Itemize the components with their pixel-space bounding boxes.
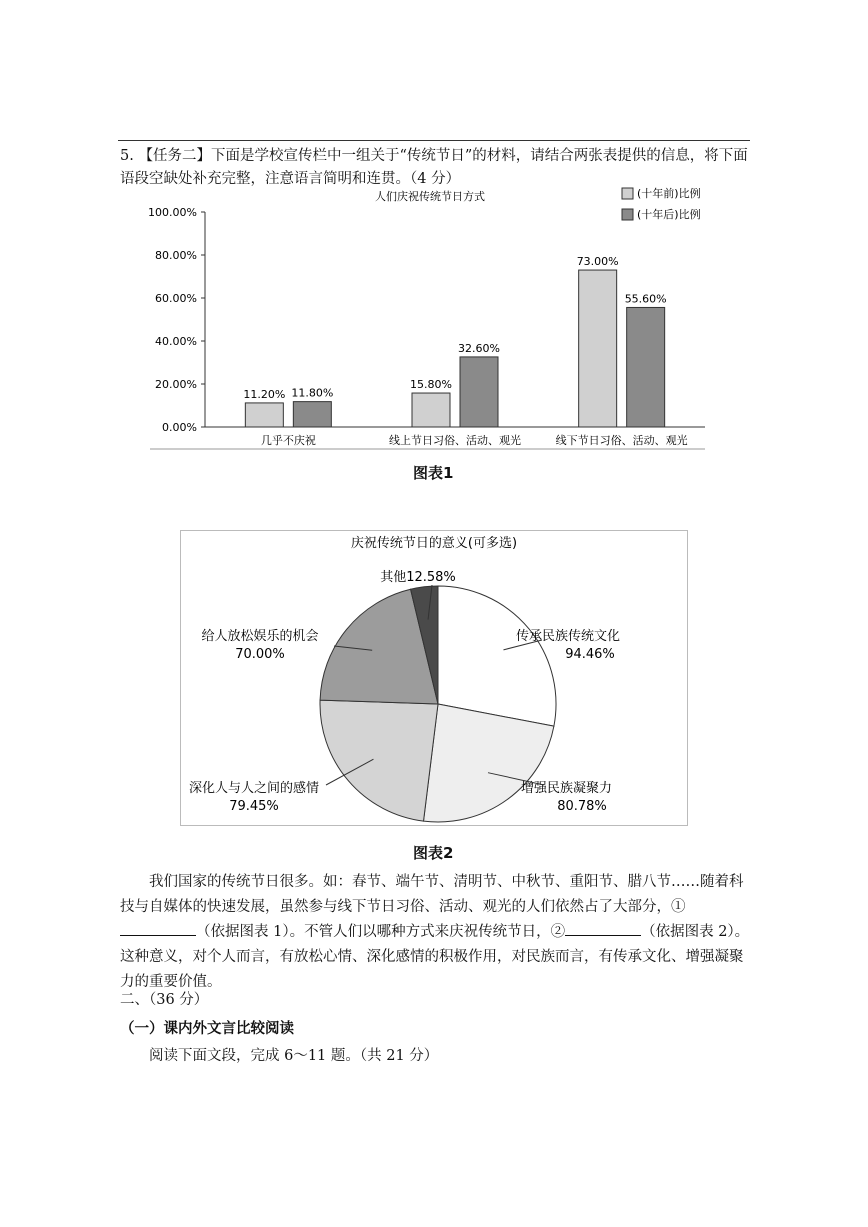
- pie-slice: [438, 586, 556, 726]
- y-tick-label: 80.00%: [155, 249, 197, 262]
- question-5-prompt: 5. 【任务二】下面是学校宣传栏中一组关于“传统节日”的材料，请结合两张表提供的信息，将下面语段空缺处补充完整，注意语言简明和连贯。（4 分）: [120, 148, 748, 187]
- bar: [245, 403, 283, 427]
- pie-label: 增强民族凝聚力: [520, 781, 612, 796]
- y-tick-label: 60.00%: [155, 292, 197, 305]
- blank-1[interactable]: [120, 921, 196, 936]
- y-tick-label: 0.00%: [162, 421, 197, 434]
- section-heading: 二、（36 分）: [120, 992, 209, 1008]
- chart2-title: 庆祝传统节日的意义(可多选): [350, 536, 518, 551]
- bar: [627, 307, 665, 427]
- reading-instruction: 阅读下面文段，完成 6～11 题。（共 21 分）: [149, 1048, 439, 1064]
- chart1-title: 人们庆祝传统节日方式: [375, 190, 485, 203]
- x-category-label: 线下节日习俗、活动、观光: [555, 434, 688, 447]
- passage-end: （依据图表 2）。这种意义，对个人而言，有放松心情、深化感情的积极作用，对民族而言，有传承文化、增强凝聚力的重要价值。: [120, 924, 750, 990]
- y-tick-label: 20.00%: [155, 378, 197, 391]
- blank-2[interactable]: [565, 921, 641, 936]
- pie-percent-label: 94.46%: [565, 647, 615, 662]
- blank-1-marker: ①: [671, 899, 686, 915]
- pie-label: 给人放松娱乐的机会: [201, 629, 319, 644]
- bar-value-label: 55.60%: [624, 292, 667, 306]
- blank-2-marker: ②: [550, 924, 566, 940]
- legend-label: (十年前)比例: [637, 187, 701, 200]
- legend-swatch: [622, 209, 633, 220]
- x-category-label: 几乎不庆祝: [260, 434, 316, 447]
- fill-in-passage: [120, 870, 752, 995]
- pie-label: 深化人与人之间的感情: [188, 781, 320, 796]
- bar: [293, 402, 331, 427]
- top-rule: [118, 140, 750, 141]
- y-tick-label: 100.00%: [148, 206, 197, 219]
- passage-intro: 我们国家的传统节日很多。如：春节、端午节、清明节、中秋节、重阳节、腊八节……随着科技与自媒体的快速发展，虽然参与线下节日习俗、活动、观光的人们依然占了大部分，: [120, 874, 744, 915]
- chart2-caption: 图表2: [413, 844, 454, 862]
- chart1-caption: 图表1: [413, 464, 454, 482]
- passage-mid: （依据图表 1）。不管人们以哪种方式来庆祝传统节日，: [196, 924, 551, 940]
- bar-value-label: 11.20%: [243, 387, 286, 401]
- pie-slice: [320, 700, 438, 821]
- y-tick-label: 40.00%: [155, 335, 197, 348]
- bar: [412, 393, 450, 427]
- pie-label: 其他12.58%: [380, 570, 456, 585]
- pie-chart: [180, 530, 688, 826]
- bar: [579, 270, 617, 427]
- bar-value-label: 73.00%: [576, 255, 619, 269]
- bar-value-label: 11.80%: [291, 386, 334, 400]
- legend-swatch: [622, 188, 633, 199]
- pie-percent-label: 79.45%: [229, 799, 279, 814]
- pie-percent-label: 80.78%: [557, 799, 607, 814]
- bar-value-label: 32.60%: [458, 341, 500, 355]
- x-category-label: 线上节日习俗、活动、观光: [389, 434, 521, 447]
- legend-label: (十年后)比例: [637, 208, 701, 221]
- bar-chart: [130, 185, 730, 455]
- pie-label: 传承民族传统文化: [515, 629, 620, 644]
- pie-percent-label: 70.00%: [235, 647, 285, 662]
- bar-value-label: 15.80%: [410, 378, 452, 392]
- bar: [460, 357, 498, 427]
- subsection-heading: （一）课内外文言比较阅读: [120, 1020, 294, 1037]
